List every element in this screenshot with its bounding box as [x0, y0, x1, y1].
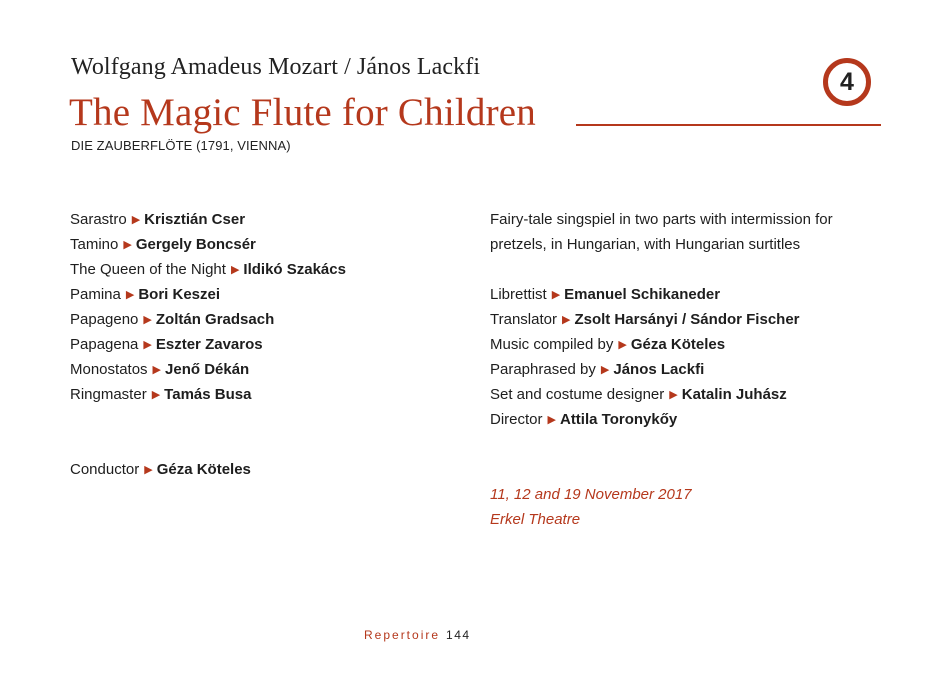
age-rating-value: 4: [840, 67, 854, 96]
footer-section: Repertoire: [364, 628, 441, 642]
crew-row: [490, 382, 833, 407]
cast-role: Papagena: [70, 336, 139, 353]
spacer: [70, 407, 346, 457]
crew-row: [490, 332, 833, 357]
crew-row: [490, 282, 833, 307]
cast-name: Zoltán Gradsach: [155, 311, 275, 328]
crew-role: Paraphrased by: [490, 361, 596, 378]
crew-role: Music compiled by: [490, 336, 614, 353]
title-rule: [576, 124, 881, 126]
crew-row: [490, 357, 833, 382]
arrow-icon: ▶: [669, 389, 678, 401]
arrow-icon: ▶: [144, 464, 153, 476]
cast-row: [70, 332, 346, 357]
crew-name: János Lackfi: [613, 361, 705, 378]
cast-name: Eszter Zavaros: [155, 336, 263, 353]
page-footer: [364, 628, 471, 642]
cast-role: The Queen of the Night: [70, 261, 226, 278]
arrow-icon: ▶: [151, 389, 161, 401]
composer-line: Wolfgang Amadeus Mozart / János Lackfi: [71, 54, 481, 80]
cast-name: Jenő Dékán: [165, 361, 250, 378]
description-line: pretzels, in Hungarian, with Hungarian surtitles: [490, 236, 801, 253]
arrow-icon: ▶: [131, 214, 141, 226]
arrow-icon: ▶: [152, 364, 162, 376]
crew-name: Attila Toronykőy: [559, 411, 678, 428]
arrow-icon: ▶: [143, 314, 152, 326]
cast-row: [70, 382, 346, 407]
performance-dates: 11, 12 and 19 November 2017: [490, 486, 692, 503]
crew-row: [490, 407, 833, 432]
arrow-icon: ▶: [125, 289, 135, 301]
arrow-icon: ▶: [551, 289, 561, 301]
cast-role: Tamino: [70, 236, 119, 253]
cast-name: Bori Keszei: [138, 286, 221, 303]
cast-name: Ildikó Szakács: [243, 261, 346, 278]
crew-role: Translator: [490, 311, 557, 328]
arrow-icon: ▶: [547, 414, 556, 426]
conductor-role: Conductor: [70, 461, 140, 478]
arrow-icon: ▶: [561, 314, 571, 326]
performance-venue: Erkel Theatre: [490, 511, 581, 528]
crew-name: Emanuel Schikaneder: [564, 286, 721, 303]
arrow-icon: ▶: [600, 364, 610, 376]
crew-role: Set and costume designer: [490, 386, 665, 403]
arrow-icon: ▶: [230, 264, 240, 276]
conductor-row: [70, 457, 346, 482]
cast-role: Ringmaster: [70, 386, 147, 403]
cast-role: Papageno: [70, 311, 139, 328]
crew-name: Katalin Juhász: [681, 386, 787, 403]
production-column: [490, 207, 833, 532]
cast-row: [70, 232, 346, 257]
cast-name: Tamás Busa: [164, 386, 252, 403]
crew-role: Director: [490, 411, 543, 428]
cast-name: Gergely Boncsér: [135, 236, 256, 253]
cast-row: [70, 257, 346, 282]
page-number: 144: [446, 628, 471, 642]
arrow-icon: ▶: [123, 239, 132, 251]
age-rating-badge: [823, 58, 871, 106]
cast-row: [70, 282, 346, 307]
crew-row: [490, 307, 833, 332]
arrow-icon: ▶: [618, 339, 627, 351]
crew-role: Librettist: [490, 286, 547, 303]
cast-column: [70, 207, 346, 482]
cast-row: [70, 307, 346, 332]
crew-name: Zsolt Harsányi / Sándor Fischer: [574, 311, 800, 328]
crew-name: Géza Köteles: [630, 336, 726, 353]
spacer: [490, 257, 833, 282]
cast-row: [70, 357, 346, 382]
cast-name: Krisztián Cser: [144, 211, 246, 228]
original-title: DIE ZAUBERFLÖTE (1791, VIENNA): [71, 138, 291, 153]
description-line: Fairy-tale singspiel in two parts with intermission for: [490, 211, 833, 228]
cast-role: Monostatos: [70, 361, 148, 378]
spacer: [490, 432, 833, 482]
arrow-icon: ▶: [143, 339, 152, 351]
conductor-name: Géza Köteles: [156, 461, 251, 478]
cast-role: Sarastro: [70, 211, 127, 228]
cast-role: Pamina: [70, 286, 121, 303]
cast-row: [70, 207, 346, 232]
page-title: The Magic Flute for Children: [69, 91, 536, 134]
